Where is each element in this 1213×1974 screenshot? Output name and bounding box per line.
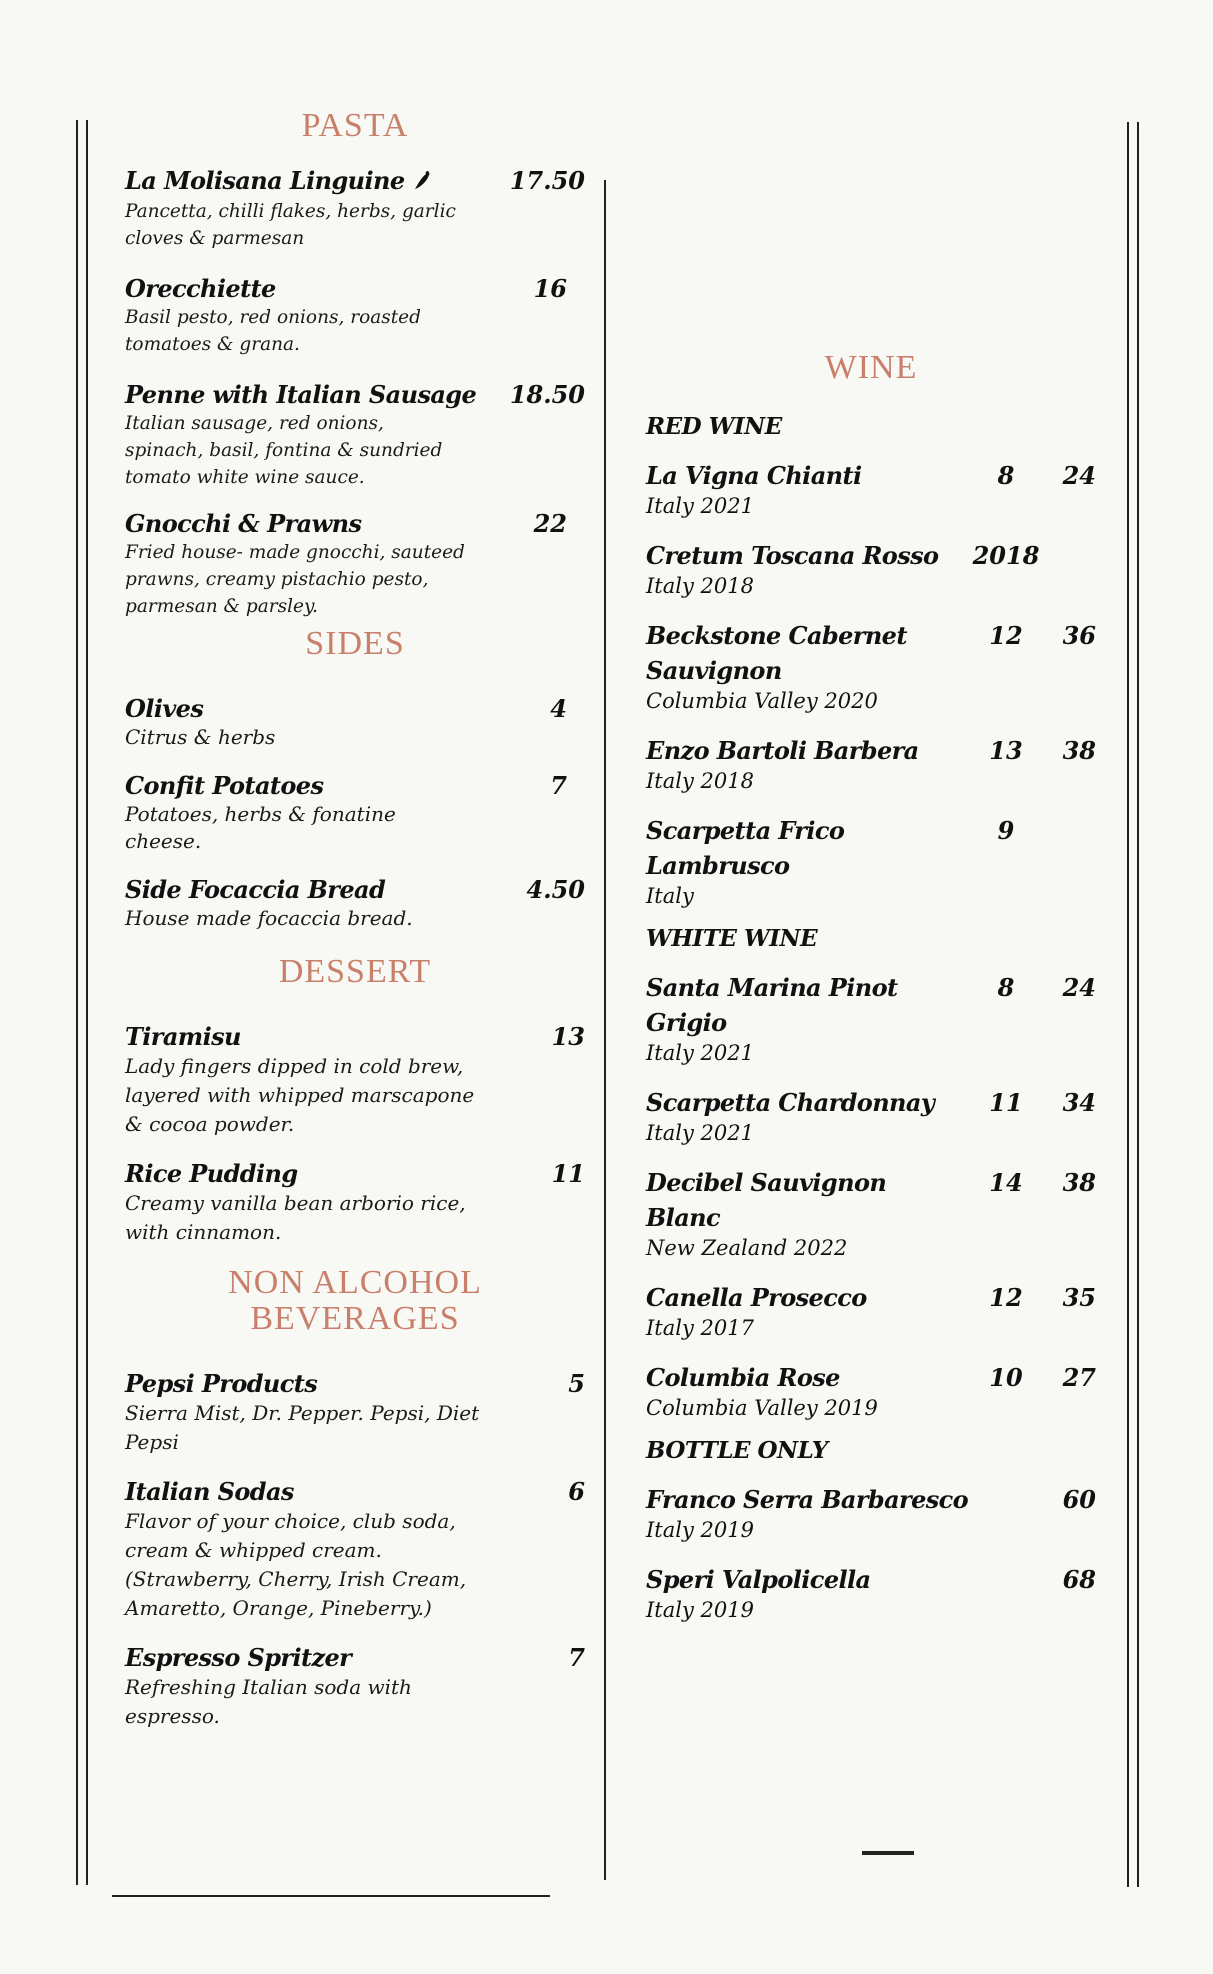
left-border-line-outer — [76, 120, 78, 1885]
item-price: 13 — [551, 1021, 585, 1051]
sides-title: SIDES — [305, 624, 405, 662]
wine-item — [646, 733, 1096, 795]
glass-price: 9 — [997, 816, 1015, 845]
item-price: 4 — [550, 693, 567, 723]
glass-price: 12 — [989, 621, 1023, 650]
wine-origin: Italy 2021 — [646, 494, 754, 518]
item-name: Confit Potatoes — [125, 770, 324, 800]
wine-item — [646, 813, 1096, 910]
menu-item — [125, 771, 585, 855]
wine-column — [646, 350, 1096, 1624]
left-border-line-inner — [86, 120, 88, 1885]
bottle-price: 27 — [1062, 1363, 1096, 1392]
glass-price: 12 — [989, 1283, 1023, 1312]
wine-item — [646, 458, 1096, 520]
item-price: 11 — [551, 1158, 585, 1188]
item-description: Lady fingers dipped in cold brew, layered with whipped marscapone & cocoa powder. — [125, 1053, 475, 1136]
item-name: Penne with Italian Sausage — [125, 379, 477, 409]
bottle-price: 38 — [1062, 736, 1096, 765]
item-name: Italian Sodas — [125, 1476, 294, 1506]
bottle-price: 38 — [1062, 1168, 1096, 1197]
wine-name: Speri Valpolicella — [646, 1565, 871, 1594]
glass-price: 13 — [989, 736, 1023, 765]
beverages-section — [125, 1265, 585, 1731]
item-price: 18.50 — [509, 379, 585, 409]
wine-origin: Columbia Valley 2019 — [646, 1396, 878, 1420]
wine-name: Santa Marina Pinot Grigio — [646, 973, 898, 1037]
item-description: Refreshing Italian soda with espresso. — [125, 1674, 412, 1728]
glass-price: 2018 — [972, 541, 1040, 570]
item-name: Orecchiette — [125, 273, 276, 303]
wine-item — [646, 1562, 1096, 1624]
wine-item — [646, 970, 1096, 1067]
item-name: Gnocchi & Prawns — [125, 508, 362, 538]
item-name: Rice Pudding — [125, 1158, 298, 1188]
menu-item — [125, 694, 585, 751]
menu-item — [125, 380, 585, 491]
white-wine-label: WHITE WINE — [646, 925, 818, 952]
wine-item — [646, 1085, 1096, 1147]
menu-item — [125, 1477, 585, 1623]
pasta-title: PASTA — [301, 107, 409, 144]
item-name: Side Focaccia Bread — [125, 874, 386, 904]
glass-price: 8 — [997, 973, 1015, 1002]
wine-origin: Italy — [646, 884, 694, 908]
item-price: 7 — [568, 1642, 585, 1672]
right-border-line-outer — [1137, 122, 1139, 1887]
dessert-section — [125, 954, 585, 1247]
wine-origin: Italy 2019 — [646, 1518, 754, 1542]
menu-item — [125, 875, 585, 932]
item-description: Creamy vanilla bean arborio rice, with cinnamon. — [125, 1190, 466, 1244]
short-dash — [862, 1851, 914, 1855]
bottle-price: 68 — [1062, 1565, 1096, 1594]
wine-origin: Italy 2019 — [646, 1598, 754, 1622]
wine-name: Scarpetta Chardonnay — [646, 1088, 935, 1117]
item-name: Espresso Spritzer — [125, 1642, 352, 1672]
bottom-rule — [112, 1895, 550, 1897]
beverages-title: NON ALCOHOL BEVERAGES — [228, 1263, 482, 1337]
wine-origin: Italy 2021 — [646, 1041, 754, 1065]
bottle-price: 36 — [1062, 621, 1096, 650]
menu-item — [125, 1369, 585, 1457]
dessert-title: DESSERT — [278, 952, 432, 990]
menu-item — [125, 509, 585, 620]
wine-origin: Italy 2021 — [646, 1121, 754, 1145]
menu-item — [125, 274, 585, 358]
item-price: 7 — [550, 770, 567, 800]
item-price: 16 — [533, 273, 567, 303]
item-description: Sierra Mist, Dr. Pepper. Pepsi, Diet Pepsi — [125, 1400, 480, 1454]
item-description: House made focaccia bread. — [125, 905, 413, 930]
glass-price: 14 — [989, 1168, 1023, 1197]
item-price: 4.50 — [526, 874, 585, 904]
wine-name: Enzo Bartoli Barbera — [646, 736, 919, 765]
menu-item — [125, 1643, 585, 1731]
right-border-line-inner — [1127, 122, 1129, 1887]
item-name: Tiramisu — [125, 1021, 241, 1051]
bottle-price: 24 — [1062, 461, 1096, 490]
menu-item — [125, 1159, 585, 1247]
glass-price: 11 — [989, 1088, 1023, 1117]
wine-item — [646, 1165, 1096, 1262]
wine-name: Cretum Toscana Rosso — [646, 541, 939, 570]
wine-origin: New Zealand 2022 — [646, 1236, 848, 1260]
chili-pepper-icon — [413, 168, 433, 198]
item-description: Pancetta, chilli flakes, herbs, garlic cloves & parmesan — [125, 200, 456, 249]
item-name: La Molisana Linguine — [125, 166, 405, 195]
item-description: Basil pesto, red onions, roasted tomatoes & grana. — [125, 306, 421, 355]
item-description: Citrus & herbs — [125, 724, 276, 749]
item-description: Flavor of your choice, club soda, cream & whipped cream. (Strawberry, Cherry, Irish Cream, Amaretto, Orange, Pineberry.) — [125, 1508, 467, 1620]
menu-item — [125, 1022, 585, 1139]
wine-title: WINE — [824, 349, 918, 386]
pasta-section — [125, 108, 585, 620]
item-description: Fried house- made gnocchi, sauteed prawns, creamy pistachio pesto, parmesan & parsley. — [125, 541, 465, 617]
item-name: Pepsi Products — [125, 1368, 318, 1398]
wine-item — [646, 1360, 1096, 1422]
wine-origin: Italy 2018 — [646, 769, 754, 793]
wine-name: Canella Prosecco — [646, 1283, 867, 1312]
glass-price: 8 — [997, 461, 1015, 490]
bottle-price: 34 — [1062, 1088, 1096, 1117]
bottle-price: 35 — [1062, 1283, 1096, 1312]
bottle-price: 24 — [1062, 973, 1096, 1002]
bottle-price: 60 — [1062, 1485, 1096, 1514]
glass-price: 10 — [989, 1363, 1023, 1392]
item-name: Olives — [125, 693, 204, 723]
left-column — [125, 108, 585, 1731]
bottle-only-label: BOTTLE ONLY — [646, 1437, 828, 1464]
wine-name: Franco Serra Barbaresco — [646, 1485, 969, 1514]
menu-item — [125, 166, 585, 252]
wine-name: La Vigna Chianti — [646, 461, 862, 490]
wine-name: Beckstone Cabernet Sauvignon — [646, 621, 907, 685]
wine-origin: Italy 2017 — [646, 1316, 754, 1340]
item-price: 22 — [533, 508, 567, 538]
red-wine-label: RED WINE — [646, 413, 782, 440]
wine-origin: Italy 2018 — [646, 574, 754, 598]
wine-item — [646, 1280, 1096, 1342]
item-description: Italian sausage, red onions, spinach, basil, fontina & sundried tomato white wine sauce. — [125, 412, 443, 488]
sides-section — [125, 626, 585, 932]
wine-origin: Columbia Valley 2020 — [646, 689, 878, 713]
wine-name: Decibel Sauvignon Blanc — [646, 1168, 887, 1232]
center-divider-line — [604, 180, 606, 1880]
wine-item — [646, 618, 1096, 715]
wine-item — [646, 1482, 1096, 1544]
wine-item — [646, 538, 1096, 600]
item-price: 5 — [568, 1368, 585, 1398]
item-price: 17.50 — [509, 166, 585, 195]
wine-name: Columbia Rose — [646, 1363, 840, 1392]
item-price: 6 — [568, 1476, 585, 1506]
item-description: Potatoes, herbs & fonatine cheese. — [125, 801, 396, 853]
wine-name: Scarpetta Frico Lambrusco — [646, 816, 845, 880]
